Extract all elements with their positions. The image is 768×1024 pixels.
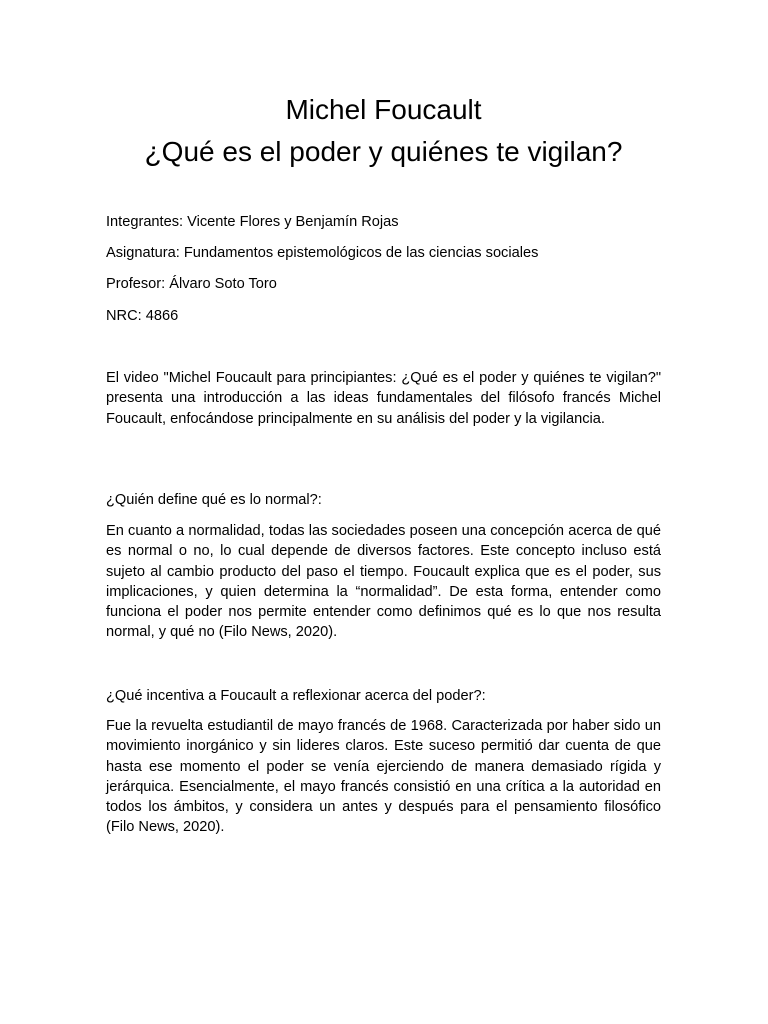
- meta-profesor: Profesor: Álvaro Soto Toro: [106, 276, 277, 292]
- section-heading-normal: ¿Quién define qué es lo normal?:: [106, 492, 322, 508]
- title-line-author: Michel Foucault: [285, 94, 482, 125]
- section-heading-power: ¿Qué incentiva a Foucault a reflexionar acerca del poder?:: [106, 688, 486, 704]
- meta-asignatura: Asignatura: Fundamentos epistemológicos de las ciencias sociales: [106, 245, 539, 261]
- meta-nrc: NRC: 4866: [106, 308, 179, 324]
- document-title: [106, 89, 661, 173]
- section-body-normal: En cuanto a normalidad, todas las sociedades poseen una concepción acerca de qué es normal o no, lo cual depende de diversos factores. Este concepto incluso está sujeto al cambio producto del paso el tiempo. Foucault explica que es el poder, sus implicaciones, y quien determina la “normalidad”. De esta forma, entender como funciona el poder nos permite entender como definimos qué es lo que nos resulta normal, y qué no (Filo News, 2020).: [106, 523, 661, 641]
- meta-integrantes: Integrantes: Vicente Flores y Benjamín Rojas: [106, 214, 399, 230]
- document-page: [106, 0, 661, 1024]
- title-line-question: ¿Qué es el poder y quiénes te vigilan?: [144, 136, 623, 167]
- section-body-power: Fue la revuelta estudiantil de mayo francés de 1968. Caracterizada por haber sido un movimiento inorgánico y sin lideres claros. Este suceso permitió dar cuenta de que hasta ese momento el poder se venía ejerciendo de manera demasiado rígida y jerárquica. Esencialmente, el mayo francés consistió en una crítica a la autoridad en todos los ámbitos, y considera un antes y después para el pensamiento filosófico (Filo News, 2020).: [106, 718, 661, 836]
- intro-paragraph: El video "Michel Foucault para principiantes: ¿Qué es el poder y quiénes te vigilan?" presenta una introducción a las ideas fundamentales del filósofo francés Michel Foucault, enfocándose principalmente en su análisis del poder y la vigilancia.: [106, 370, 661, 427]
